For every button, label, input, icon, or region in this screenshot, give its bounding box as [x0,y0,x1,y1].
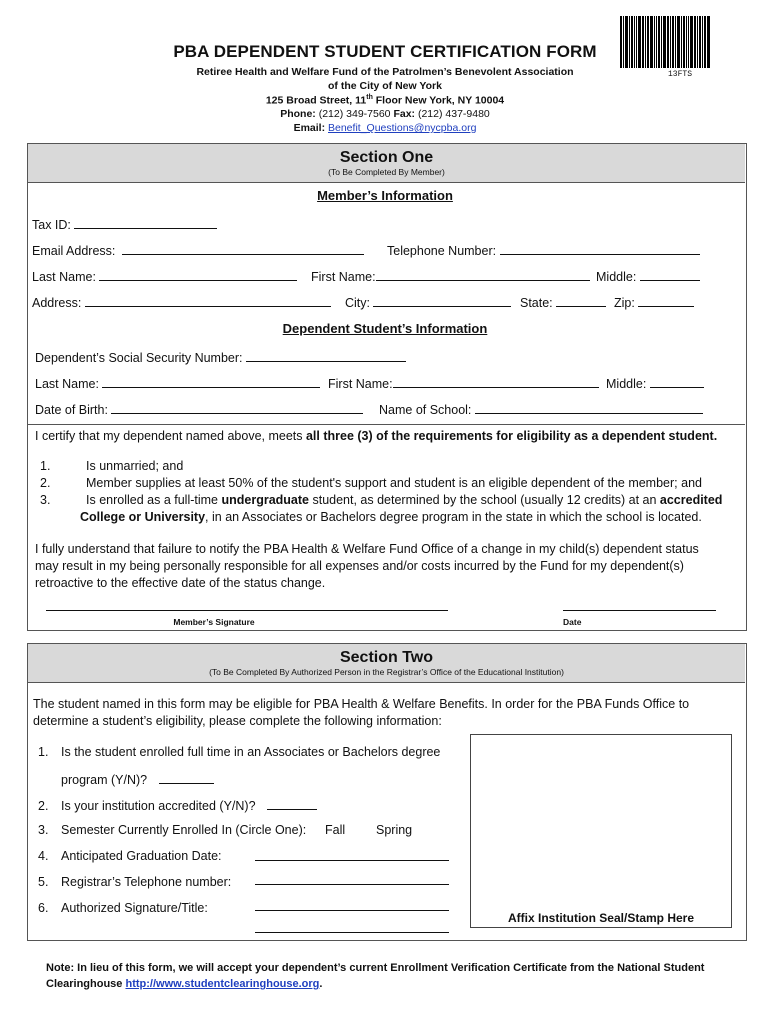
dep-middle-label: Middle: [606,377,647,391]
requirement-3-cont: College or University, in an Associates or Bachelors degree program in the state in which the school is located. [80,510,702,524]
dep-ssn-row [35,349,406,365]
first-name-field[interactable] [376,268,590,281]
clearinghouse-link[interactable]: http://www.studentclearinghouse.org [125,978,320,990]
section-two-header [28,644,745,683]
barcode [620,16,728,68]
school-field[interactable] [475,401,703,414]
section-two-subtitle: (To Be Completed By Authorized Person in the Registrar’s Office of the Educational Institution) [209,667,564,677]
section-divider [28,424,745,425]
dep-last-name-label: Last Name: [35,377,99,391]
school-group [379,401,703,417]
email-link[interactable]: Benefit_Questions@nycpba.org [328,122,477,134]
telephone-field[interactable] [500,242,700,255]
address-row [32,294,331,310]
dep-middle-group [606,375,704,391]
question-4: 4. Anticipated Graduation Date: [38,849,222,863]
section-one-subtitle: (To Be Completed By Member) [328,167,445,177]
member-signature-line[interactable] [46,610,448,611]
state-field[interactable] [556,294,606,307]
seal-stamp-label: Affix Institution Seal/Stamp Here [507,911,695,925]
form-title: PBA DEPENDENT STUDENT CERTIFICATION FORM [173,42,597,61]
dep-ssn-label: Dependent’s Social Security Number: [35,351,243,365]
requirement-2: 2. Member supplies at least 50% of the student's support and student is an eligible dependent of the member; and [40,476,702,490]
city-label: City: [345,296,370,310]
address-label: Address: [32,296,82,310]
zip-label: Zip: [614,296,635,310]
understand-statement: I fully understand that failure to notify the PBA Health & Welfare Fund Office of a change in my child(s) dependent status may result in my being personally responsible for all expenses and/or costs incurred by the Fund for my dependent(s) retroactive to the effective date of the status change. [35,542,699,590]
org-line-2: of the City of New York [328,80,442,92]
city-field[interactable] [373,294,511,307]
middle-group [596,268,700,284]
city-group [345,294,511,310]
state-group [520,294,606,310]
tax-id-field[interactable] [74,216,217,229]
telephone-label: Telephone Number: [387,244,497,258]
dob-field[interactable] [111,401,363,414]
member-signature-label: Member’s Signature [173,617,255,627]
section-one-title: Section One [339,149,434,166]
question-5: 5. Registrar’s Telephone number: [38,875,232,889]
question-1-cont: program (Y/N)? [61,771,214,787]
requirement-3: 3. Is enrolled as a full-time undergraduate student, as determined by the school (usually 12 credits) at an accredited [40,493,723,507]
dep-middle-field[interactable] [650,375,704,388]
dep-last-name-field[interactable] [102,375,320,388]
question-2: 2. Is your institution accredited (Y/N)? [38,797,317,813]
authorized-title-field[interactable] [255,932,449,933]
first-name-label: First Name: [311,270,376,284]
last-name-field[interactable] [99,268,297,281]
telephone-row [387,242,700,258]
footer-note: Note: In lieu of this form, we will accept your dependent’s current Enrollment Verification Certificate from the National Student Clearinghouse http://www.studentclearinghouse.org. [46,962,705,990]
org-email: Email: Benefit_Questions@nycpba.org [293,122,477,134]
org-phone-fax: Phone: (212) 349-7560 Fax: (212) 437-9480 [280,108,490,120]
first-name-group [311,268,590,284]
zip-group [614,294,694,310]
dep-first-name-label: First Name: [328,377,393,391]
school-label: Name of School: [379,403,472,417]
dep-first-name-group [328,375,599,391]
semester-spring-option[interactable]: Spring [376,823,413,837]
dob-group [35,401,363,417]
zip-field[interactable] [638,294,694,307]
member-name-row [32,268,297,284]
question-3: 3. Semester Currently Enrolled In (Circle One): [38,823,307,837]
question-1: 1. Is the student enrolled full time in an Associates or Bachelors degree [38,745,441,759]
date-line[interactable] [563,610,716,611]
email-address-label: Email Address: [32,244,116,258]
registrar-phone-field[interactable] [255,884,449,885]
dep-ssn-field[interactable] [246,349,406,362]
section-one-header [28,144,745,183]
section-two-intro: The student named in this form may be eligible for PBA Health & Welfare Benefits. In order for the PBA Funds Office to determine a student’s eligibility, please complete the following information: [33,697,690,728]
org-address: 125 Broad Street, 11th Floor New York, NY 10004 [265,94,505,107]
dob-label: Date of Birth: [35,403,108,417]
section-two-title: Section Two [339,649,434,666]
dependent-info-heading: Dependent Student’s Information [282,321,488,336]
last-name-label: Last Name: [32,270,96,284]
tax-id-row [32,216,217,232]
dep-last-name-group [35,375,320,391]
enrolled-full-time-field[interactable] [159,771,214,784]
requirements-list [40,458,740,526]
accredited-field[interactable] [267,797,317,810]
authorized-signature-field[interactable] [255,910,449,911]
barcode-text: 13FTS [668,70,693,79]
org-line-1: Retiree Health and Welfare Fund of the Patrolmen’s Benevolent Association [196,66,574,78]
member-info-heading: Member’s Information [317,188,453,203]
email-row [32,242,364,258]
email-address-field[interactable] [122,242,364,255]
semester-fall-option[interactable]: Fall [325,823,346,837]
address-field[interactable] [85,294,331,307]
graduation-date-field[interactable] [255,860,449,861]
state-label: State: [520,296,553,310]
middle-field[interactable] [640,268,700,281]
seal-stamp-box[interactable] [470,734,732,928]
middle-label: Middle: [596,270,637,284]
requirement-1: 1. Is unmarried; and [40,459,184,473]
certify-statement: I certify that my dependent named above, meets all three (3) of the requirements for eligibility as a dependent student. [35,429,718,443]
dep-first-name-field[interactable] [393,375,599,388]
question-6: 6. Authorized Signature/Title: [38,901,208,915]
tax-id-label: Tax ID: [32,218,71,232]
date-label: Date [563,617,582,627]
